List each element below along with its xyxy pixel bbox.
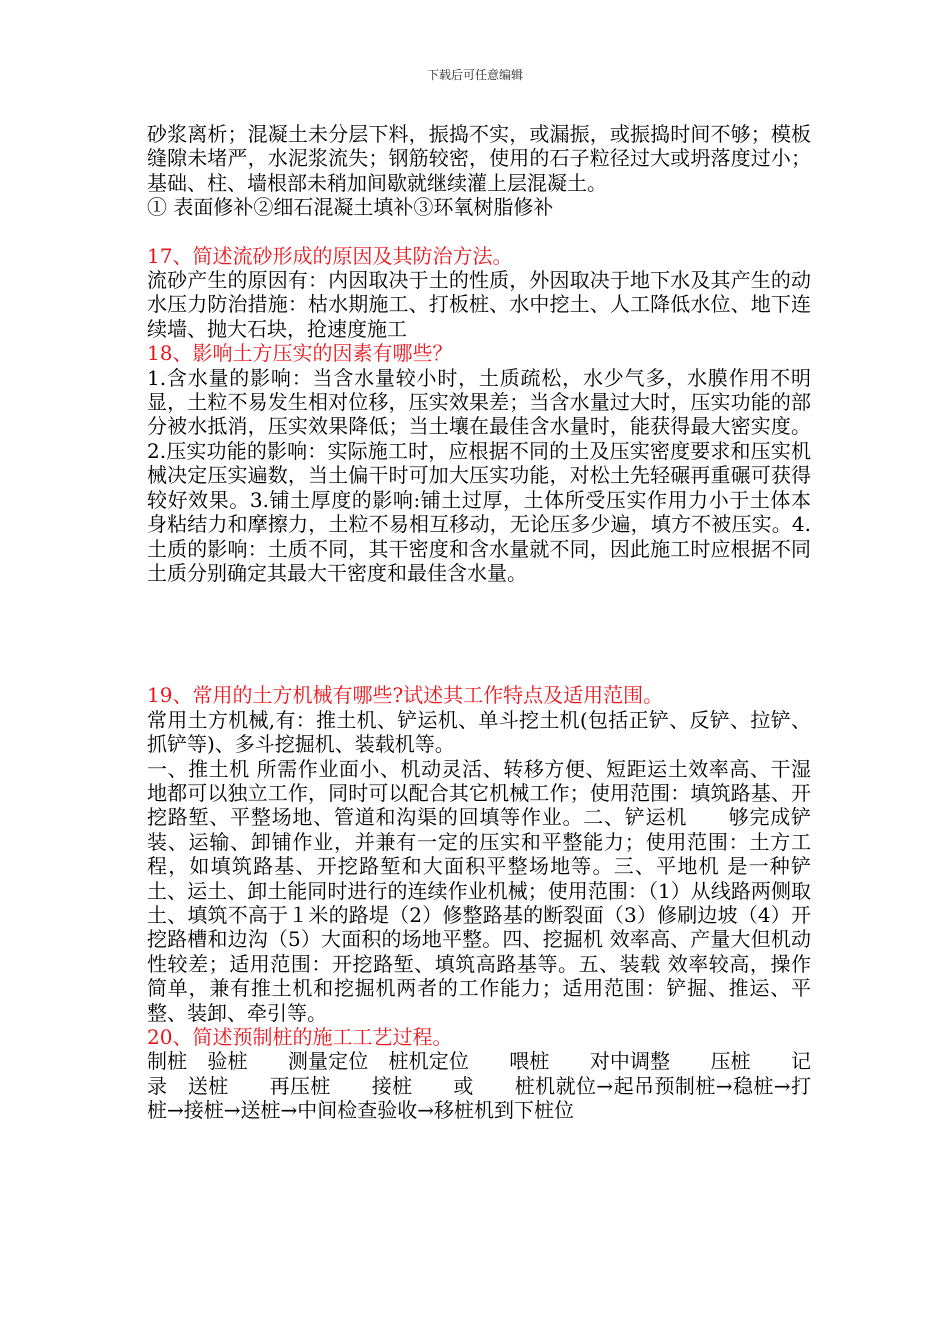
question-19-heading: 19、常用的土方机械有哪些?试述其工作特点及适用范围。: [147, 683, 664, 708]
answer-17-paragraph: 流砂产生的原因有：内因取决于土的性质，外因取决于地下水及其产生的动水压力防治措施：枯水期施工、打板桩、水中挖土、人工降低水位、地下连续墙、抛大石块，抢速度施工: [147, 268, 811, 341]
document-body: [147, 122, 811, 1123]
page-header: 下载后可任意编辑: [426, 68, 523, 82]
question-17-heading: 17、简述流砂形成的原因及其防治方法。: [147, 243, 513, 268]
answer-18-paragraph: 1.含水量的影响：当含水量较小时，土质疏松，水少气多，水膜作用不明显，土粒不易发生相对位移，压实效果差；当含水量过大时，压实功能的部分被水抵消，压实效果降低；当土壤在最佳含水量时，能获得最大密实度。2.压实功能的影响：实际施工时，应根据不同的土及压实密度要求和压实机械决定压实遍数，当土偏干时可加大压实功能，对松土先轻碾再重碾可获得较好效果。3.铺土厚度的影响:铺土过厚，土体所受压实作用力小于土体本身粘结力和摩擦力，土粒不易相互移动，无论压多少遍，填方不被压实。4.土质的影响：土质不同，其干密度和含水量就不同，因此施工时应根据不同土质分别确定其最大干密度和最佳含水量。: [147, 365, 811, 585]
question-20-heading: 20、简述预制桩的施工工艺过程。: [147, 1025, 453, 1049]
spacer: [147, 220, 811, 244]
question-18-heading: 18、影响土方压实的因素有哪些？: [147, 341, 453, 366]
spacer: [147, 585, 811, 683]
answer-19-intro: 常用土方机械,有：推土机、铲运机、单斗挖土机(包括正铲、反铲、拉铲、抓铲等)、多斗挖掘机、装载机等。: [147, 707, 811, 757]
answer-19-paragraph: 一、推土机 所需作业面小、机动灵活、转移方便、短距运土效率高、干湿地都可以独立工作，同时可以配合其它机械工作；使用范围：填筑路基、开挖路堑、平整场地、管道和沟渠的回填等作业。二、铲运机 够完成铲装、运输、卸铺作业，并兼有一定的压实和平整能力；使用范围：土方工程，如填筑路基、开挖路堑和大面积平整场地等。三、平地机 是一种铲土、运土、卸土能同时进行的连续作业机械；使用范围：（1）从线路两侧取土、填筑不高于１米的路堤（2）修整路基的断裂面（3）修刷边坡（4）开挖路槽和边沟（5）大面积的场地平整。四、挖掘机 效率高、产量大但机动性较差；适用范围：开挖路堑、填筑高路基等。五、装载 效率较高，操作简单，兼有推土机和挖掘机两者的工作能力；适用范围：铲掘、推运、平整、装卸、牵引等。: [147, 756, 811, 1025]
paragraph-repair-methods: ① 表面修补②细石混凝土填补③环氧树脂修补: [147, 195, 554, 220]
answer-20-paragraph: 制桩 验桩 测量定位 桩机定位 喂桩 对中调整 压桩 记录 送桩 再压桩 接桩 或 桩机就位→起吊预制桩→稳桩→打桩→接桩→送桩→中间检查验收→移桩机到下桩位: [147, 1049, 811, 1123]
paragraph-concrete-causes: 砂浆离析；混凝土未分层下料，振捣不实，或漏振，或振捣时间不够；模板缝隙未堵严，水泥浆流失；钢筋较密，使用的石子粒径过大或坍落度过小；基础、柱、墙根部未稍加间歇就继续灌上层混凝土。: [147, 122, 811, 195]
